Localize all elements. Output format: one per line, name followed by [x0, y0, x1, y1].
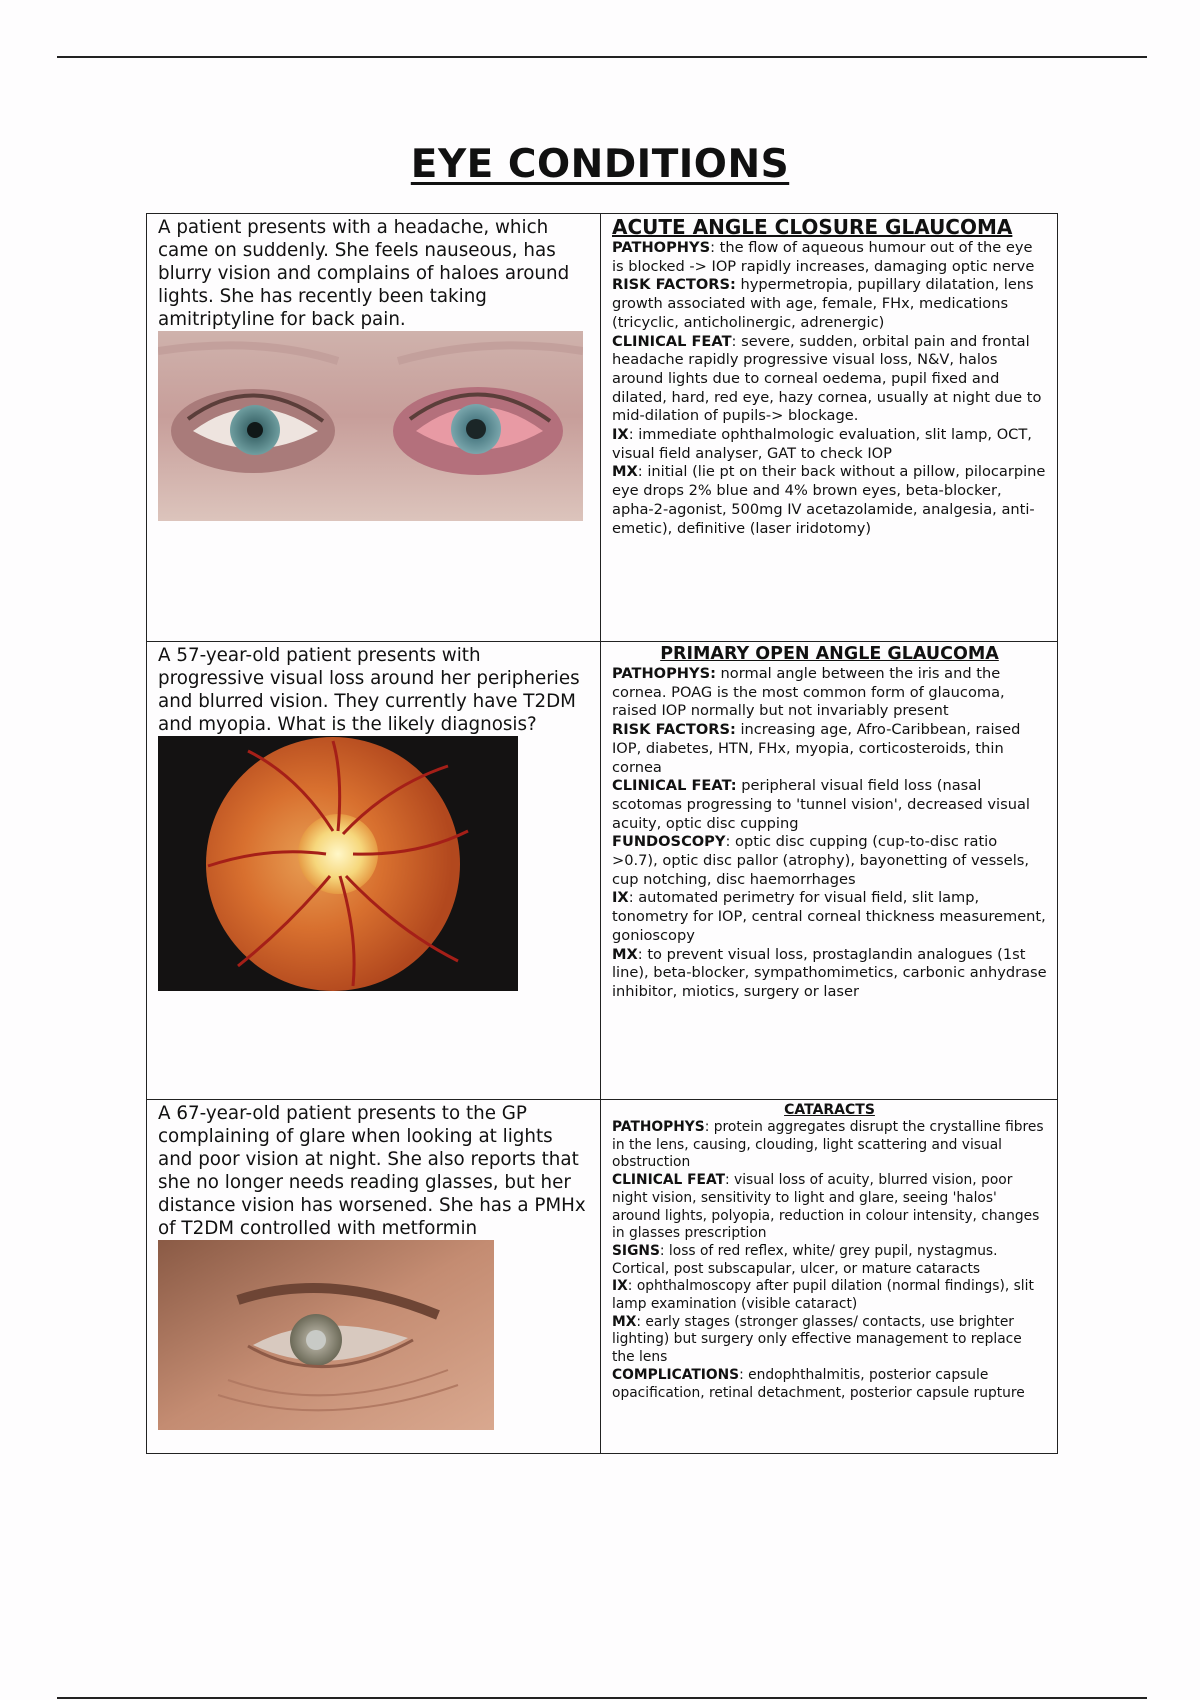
section-text: : ophthalmoscopy after pupil dilation (normal findings), slit lamp examination (visible cataract)	[612, 1278, 1034, 1313]
table-row	[147, 642, 1058, 1100]
section-label: PATHOPHYS:	[612, 665, 716, 682]
case-text: A patient presents with a headache, which came on suddenly. She feels nauseous, has blurry vision and complains of haloes around lights. She has recently been taking amitriptyline for back pain.	[158, 217, 570, 330]
info-paragraph	[612, 1314, 1047, 1367]
case-cell	[147, 1100, 601, 1454]
section-text: peripheral visual field loss (nasal scotomas progressing to 'tunnel vision', decreased visual acuity, optic disc cupping	[612, 777, 1030, 832]
section-label: IX	[612, 1278, 628, 1295]
condition-info	[601, 1100, 1057, 1402]
info-paragraph	[612, 239, 1047, 276]
section-text: : visual loss of acuity, blurred vision, poor night vision, sensitivity to light and glare, seeing 'halos' around lights, polyopia, reduction in colour intensity, changes in glasses prescription	[612, 1172, 1040, 1242]
fundus-photo	[158, 736, 518, 991]
conditions-table	[146, 213, 1058, 1454]
info-paragraph	[612, 1119, 1047, 1172]
case-text: A 67-year-old patient presents to the GP complaining of glare when looking at lights and poor vision at night. She also reports that she no longer needs reading glasses, but her distance vision has worsened. She has a PMHx of T2DM controlled with metformin	[158, 1103, 586, 1239]
info-paragraph	[612, 946, 1047, 1002]
info-paragraph	[612, 833, 1047, 889]
section-label: CLINICAL FEAT	[612, 1172, 725, 1189]
info-paragraph	[612, 333, 1047, 427]
section-label: IX	[612, 889, 629, 907]
section-text: : protein aggregates disrupt the crystalline fibres in the lens, causing, clouding, light scattering and visual obstruction	[612, 1119, 1044, 1171]
case-text: A 57-year-old patient presents with progressive visual loss around her peripheries and blurred vision. They currently have T2DM and myopia. What is the likely diagnosis?	[158, 645, 580, 735]
section-label: RISK FACTORS:	[612, 721, 736, 739]
condition-info	[601, 642, 1057, 1002]
bottom-rule	[57, 1697, 1147, 1699]
info-cell	[601, 642, 1058, 1100]
table-row	[147, 214, 1058, 642]
section-label: MX	[612, 945, 638, 963]
info-paragraph	[612, 665, 1047, 721]
info-paragraph	[612, 1243, 1047, 1278]
info-cell	[601, 214, 1058, 642]
info-paragraph	[612, 721, 1047, 777]
section-text: : severe, sudden, orbital pain and frontal headache rapidly progressive visual loss, N&V, halos around lights due to corneal oedema, pupil fixed and dilated, hard, red eye, hazy cornea, usually at night due to mid-dilation of pupils-> blockage.	[612, 332, 1042, 425]
info-paragraph	[612, 1172, 1047, 1243]
condition-info	[601, 214, 1057, 538]
section-label: COMPLICATIONS	[612, 1366, 740, 1383]
case-cell	[147, 214, 601, 642]
section-text: : immediate ophthalmologic evaluation, slit lamp, OCT, visual field analyser, GAT to check IOP	[612, 426, 1032, 462]
section-text: : early stages (stronger glasses/ contacts, use brighter lighting) but surgery only effective management to replace the lens	[612, 1313, 1022, 1366]
section-label: MX	[612, 463, 638, 481]
section-label: PATHOPHYS	[612, 1119, 705, 1135]
condition-heading: PRIMARY OPEN ANGLE GLAUCOMA	[660, 644, 999, 664]
info-paragraph	[612, 1278, 1047, 1313]
section-text: : optic disc cupping (cup-to-disc ratio >0.7), optic disc pallor (atrophy), bayonetting of vessels, cup notching, disc haemorrhages	[612, 833, 1030, 888]
section-text: normal angle between the iris and the cornea. POAG is the most common form of glaucoma, raised IOP normally but not invariably present	[612, 665, 1005, 720]
section-label: FUNDOSCOPY	[612, 833, 726, 851]
section-label: CLINICAL FEAT	[612, 332, 732, 350]
cataract-eye-photo	[158, 1240, 494, 1430]
section-label: SIGNS	[612, 1242, 660, 1259]
info-paragraph	[612, 1367, 1047, 1402]
red-eye-photo	[158, 331, 583, 521]
section-text: increasing age, Afro-Caribbean, raised IOP, diabetes, HTN, FHx, myopia, corticosteroids, thin cornea	[612, 721, 1021, 776]
top-rule	[57, 56, 1147, 58]
page-title: EYE CONDITIONS	[410, 142, 790, 187]
table-row	[147, 1100, 1058, 1454]
section-text: : automated perimetry for visual field, slit lamp, tonometry for IOP, central corneal thickness measurement, gonioscopy	[612, 889, 1046, 944]
condition-heading: ACUTE ANGLE CLOSURE GLAUCOMA	[612, 215, 1013, 239]
section-label: IX	[612, 426, 629, 444]
section-label: MX	[612, 1313, 637, 1330]
section-text: : endophthalmitis, posterior capsule opacification, retinal detachment, posterior capsule rupture	[612, 1366, 1025, 1401]
info-cell	[601, 1100, 1058, 1454]
section-label: RISK FACTORS:	[612, 276, 736, 294]
info-paragraph	[612, 463, 1047, 538]
info-paragraph	[612, 426, 1047, 463]
info-paragraph	[612, 777, 1047, 833]
section-text: : loss of red reflex, white/ grey pupil, nystagmus. Cortical, post subscapular, ulcer, or mature cataracts	[612, 1242, 998, 1277]
condition-heading: CATARACTS	[784, 1102, 875, 1118]
info-paragraph	[612, 276, 1047, 332]
section-label: PATHOPHYS	[612, 239, 711, 256]
section-text: : to prevent visual loss, prostaglandin analogues (1st line), beta-blocker, sympathomimetics, carbonic anhydrase inhibitor, miotics, surgery or laser	[612, 945, 1047, 1000]
info-paragraph	[612, 889, 1047, 945]
case-cell	[147, 642, 601, 1100]
section-label: CLINICAL FEAT:	[612, 777, 737, 795]
section-text: hypermetropia, pupillary dilatation, lens growth associated with age, female, FHx, medications (tricyclic, anticholinergic, adrenergic)	[612, 276, 1034, 331]
section-text: : the flow of aqueous humour out of the eye is blocked -> IOP rapidly increases, damaging optic nerve	[612, 239, 1035, 275]
section-text: : initial (lie pt on their back without a pillow, pilocarpine eye drops 2% blue and 4% brown eyes, beta-blocker, apha-2-agonist, 500mg IV acetazolamide, analgesia, anti-emetic), definitive (laser iridotomy)	[612, 463, 1046, 537]
